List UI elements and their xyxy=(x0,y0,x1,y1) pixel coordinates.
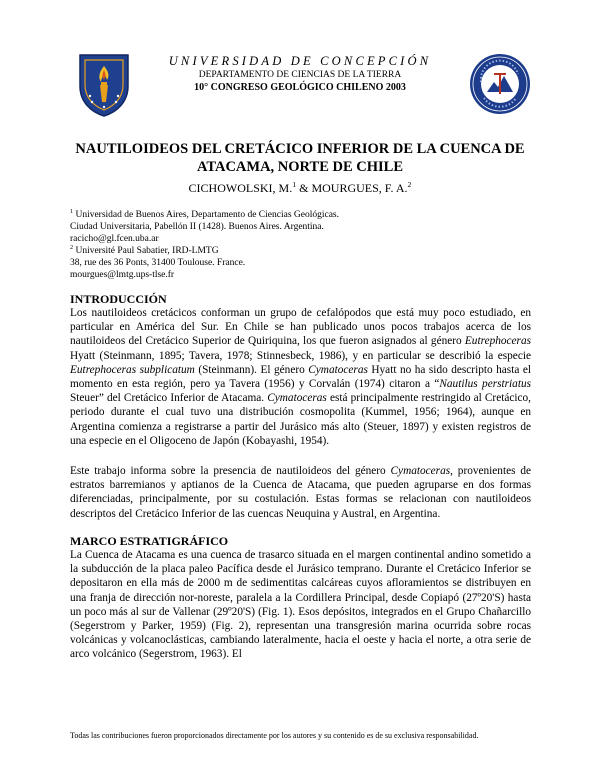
author-line xyxy=(50,181,550,196)
text-run: Hyatt no ha sido descripto hasta el momento en esta región, pero ya Tavera (1956) y Corvalán (1974) citaron a “ xyxy=(70,363,531,391)
text-run: (Steinmann). El género xyxy=(194,363,309,376)
italic-taxon: Cymatoceras xyxy=(308,363,368,376)
author-1: CICHOWOLSKI, M. xyxy=(188,181,293,195)
italic-taxon: Eutrephoceras subplicatum xyxy=(70,363,195,376)
text-run: Este trabajo informa sobre la presencia de nautiloideos del género xyxy=(70,465,391,477)
text-run: Hyatt (Steinmann, 1895; Tavera, 1978; Stinnesbeck, 1986), y en particular se describió la especie xyxy=(70,349,531,362)
affiliation-1-mark: 1 xyxy=(70,208,74,215)
affiliation-2-line-2: 38, rue des 36 Ponts, 31400 Toulouse. France. xyxy=(70,258,246,268)
italic-taxon: Eutrephoceras xyxy=(464,335,531,348)
italic-taxon: Cymatoceras xyxy=(390,465,451,477)
affiliation-2-text: Université Paul Sabatier, IRD-LMTG xyxy=(73,246,219,256)
author-2-affiliation-mark: 2 xyxy=(407,180,412,189)
italic-taxon: Nautilus perstriatus xyxy=(439,378,532,391)
university-shield-logo xyxy=(77,52,131,118)
section-heading-introduccion: INTRODUCCIÓN xyxy=(70,292,167,306)
text-run: Los nautiloideos cretácicos conforman un grupo de cefalópodos que está muy poco estudiado, en particular en América del Sur. En Chile se han publicado unos pocos trabajos acerca de los nautiloideos del Cretácico Superior de Quiriquina, los que fueron asignados al género xyxy=(70,307,531,348)
paper-title xyxy=(50,140,550,176)
section-heading-marco-estratigrafico: MARCO ESTRATIGRÁFICO xyxy=(70,534,229,548)
title-line-1: NAUTILOIDEOS DEL CRETÁCICO INFERIOR DE LA CUENCA DE xyxy=(75,141,525,157)
affiliation-1-line-2: Ciudad Universitaria, Pabellón II (1428). Buenos Aires. Argentina. xyxy=(70,222,324,232)
text-run: , provenientes de estratos barremianos y aptianos de la Cuenca de Atacama, que pueden agruparse en dos formas diferenciadas, principalmente, por su costulación. Estas formas se relacionan con nautiloideos descriptos del Cretácico Inferior de las cuencas Neuquina y Austral, en Argentina. xyxy=(70,465,531,520)
affiliation-2-email: mourgues@lmtg.ups-tlse.fr xyxy=(70,270,175,280)
intro-paragraph-2 xyxy=(70,464,531,521)
affiliations xyxy=(70,209,550,281)
text-run: Steuer” del Cretácico Inferior de Atacama. xyxy=(70,392,268,405)
department-name: DEPARTAMENTO DE CIENCIAS DE LA TIERRA xyxy=(198,70,402,80)
author-separator: & xyxy=(296,181,312,195)
affiliation-2-mark: 2 xyxy=(70,244,74,251)
marco-paragraph-1: La Cuenca de Atacama es una cuenca de trasarco situada en el margen continental andino sometido a la subducción de la placa paleo Pacífica desde el Jurásico temprano. Durante el Cretácico Inferior se depositaron en ella más de 2000 m de sedimentitas calcáreas cuyos afloramientos se distribuyen en una franja de dirección nor-noreste, paralela a la Cordillera Principal, desde Copiapó (27º20'S) hasta un poco más al sur de Vallenar (29º20'S) (Fig. 1). Esos depósitos, integrados en el Grupo Chañarcillo (Segerstrom y Parker, 1959) (Fig. 2), representan una transgresión marina ocurrida sobre rocas volcánicas y volcanoclásticas, cambiando lateralmente, hacia el oeste y hacia el norte, a otra serie de arco volcánico (Segerstrom, 1963). El xyxy=(70,549,531,661)
text-run: está principalmente restringido al Cretácico, periodo durante el cual tuvo una distribución cosmopolita (Kummel, 1956; 1964), aunque en Argentina comienza a registrarse a partir del Jurásico más alto (Steuer, 1897) y existen registros de una especie en el Oligoceno de Japón (Kobayashi, 1954). xyxy=(70,392,531,447)
affiliation-2-line-1 xyxy=(70,245,550,257)
author-2: MOURGUES, F. A. xyxy=(311,181,408,195)
title-line-2: ATACAMA, NORTE DE CHILE xyxy=(197,159,403,175)
congress-name: 10° CONGRESO GEOLÓGICO CHILENO 2003 xyxy=(194,82,406,93)
university-name: UNIVERSIDAD DE CONCEPCIÓN xyxy=(168,54,432,68)
affiliation-1-text: Universidad de Buenos Aires, Departamento de Ciencias Geológicas. xyxy=(73,210,340,220)
footer-disclaimer: Todas las contribuciones fueron proporcionados directamente por los autores y su contenido es de su exclusiva responsabilidad. xyxy=(70,731,479,740)
affiliation-1-email: racicho@gl.fcen.uba.ar xyxy=(70,234,159,244)
intro-paragraph-1 xyxy=(70,306,531,448)
italic-taxon: Cymatoceras xyxy=(267,392,327,405)
affiliation-1-line-1 xyxy=(70,209,550,221)
author-1-affiliation-mark: 1 xyxy=(292,180,297,189)
congress-seal-logo xyxy=(468,52,532,116)
